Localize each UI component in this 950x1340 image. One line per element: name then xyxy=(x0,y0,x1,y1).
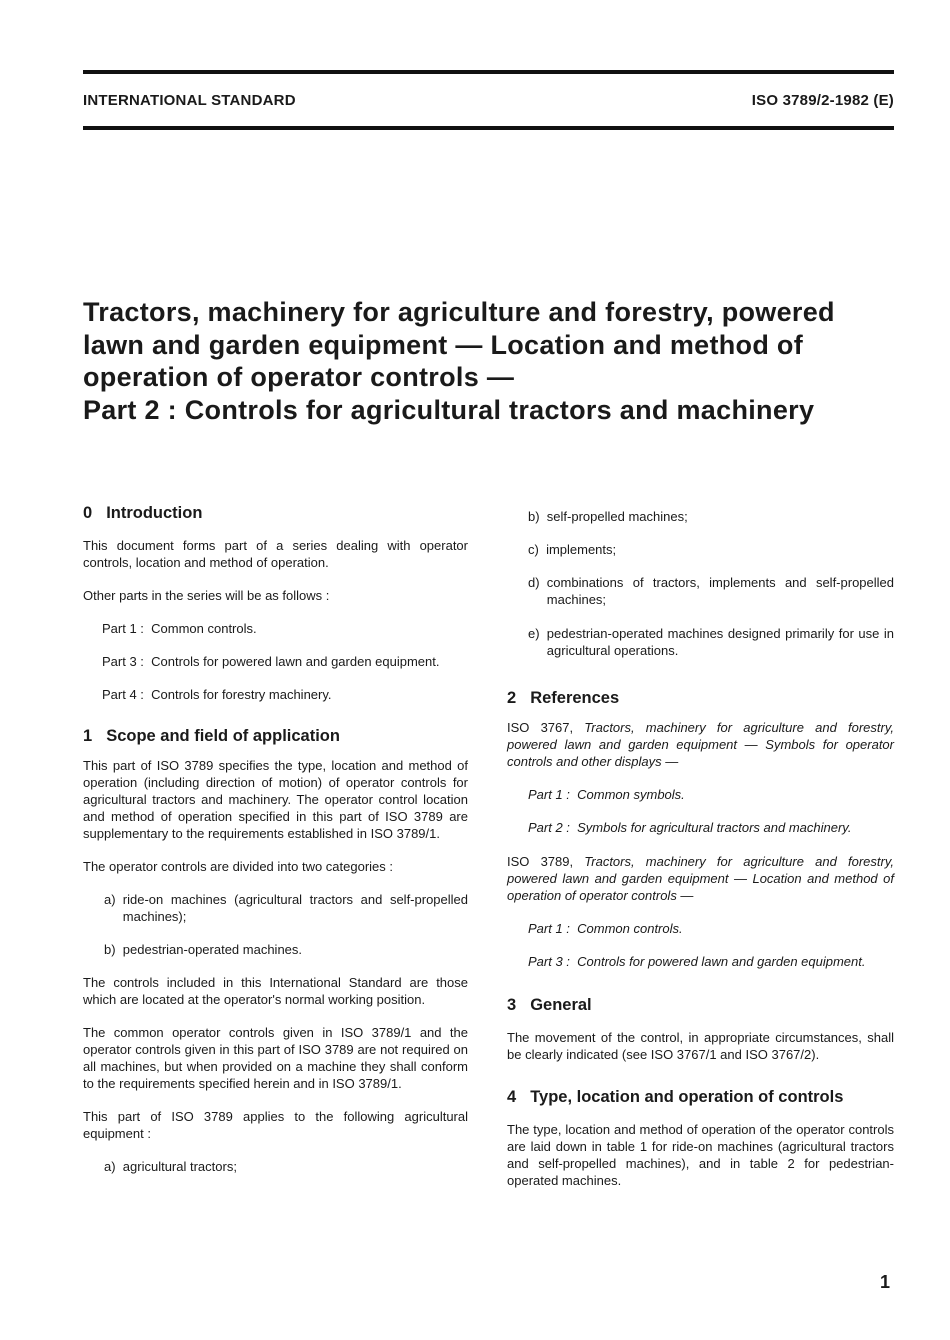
list-item: a) ride-on machines (agricultural tractors and self-propelled machines); xyxy=(104,892,468,924)
title-line: operation of operator controls — xyxy=(83,362,515,392)
section-heading-introduction: 0 Introduction xyxy=(83,504,203,522)
title-line: Part 2 : Controls for agricultural tractors and machinery xyxy=(83,394,815,425)
list-item: Part 1 : Common controls. xyxy=(102,621,257,636)
paragraph: The movement of the control, in appropriate circumstances, shall be clearly indicated (see ISO 3767/1 and ISO 3767/2). xyxy=(507,1030,894,1062)
paragraph: The type, location and method of operation of the operator controls are laid down in table 1 for ride-on machines (agricultural tractors and self-propelled machines), and in table 2 for pedestrian-operated machines. xyxy=(507,1122,894,1188)
page-number: 1 xyxy=(880,1272,891,1292)
list-item: Part 3 : Controls for powered lawn and garden equipment. xyxy=(528,954,866,969)
list-item: b) pedestrian-operated machines. xyxy=(104,942,303,957)
paragraph: The controls included in this International Standard are those which are located at the operator's normal working position. xyxy=(83,975,468,1007)
title-line: lawn and garden equipment — Location and method of xyxy=(83,329,804,360)
paragraph: Other parts in the series will be as follows : xyxy=(83,588,330,603)
list-item: e) pedestrian-operated machines designed primarily for use in agricultural operations. xyxy=(528,626,894,658)
right-column xyxy=(507,502,894,1189)
paragraph: This part of ISO 3789 applies to the following agricultural equipment : xyxy=(83,1109,468,1141)
list-item: b) self-propelled machines; xyxy=(528,509,688,524)
left-column xyxy=(83,502,468,1175)
paragraph: The operator controls are divided into two categories : xyxy=(83,859,394,874)
paragraph: This part of ISO 3789 specifies the type, location and method of operation (including direction of motion) of operator controls for agricultural tractors and machinery. The operator control location and method of operation specified in this part of ISO 3789 are supplementary to the requirements established in ISO 3789/1. xyxy=(83,758,468,841)
section-heading-general: 3 General xyxy=(507,996,592,1014)
list-item: d) combinations of tractors, implements and self-propelled machines; xyxy=(528,575,894,607)
section-heading-type-location: 4 Type, location and operation of controls xyxy=(507,1088,844,1106)
standard-number: ISO 3789/2-1982 (E) xyxy=(751,92,894,109)
section-heading-scope: 1 Scope and field of application xyxy=(83,727,340,745)
title-line: Tractors, machinery for agriculture and forestry, powered xyxy=(83,297,835,327)
paragraph: This document forms part of a series dealing with operator controls, location and method of operation. xyxy=(83,538,468,570)
list-item: Part 4 : Controls for forestry machinery. xyxy=(102,687,332,702)
list-item: a) agricultural tractors; xyxy=(104,1159,237,1174)
header-bottom-rule xyxy=(83,126,894,130)
document-title xyxy=(83,296,903,426)
list-item: c) implements; xyxy=(528,542,617,557)
header-top-rule xyxy=(83,70,894,74)
paragraph: The common operator controls given in ISO 3789/1 and the operator controls given in this part of ISO 3789 are not required on all machines, but when provided on a machine they shall conform to the requirements specified herein and in ISO 3789/1. xyxy=(83,1025,468,1091)
list-item: Part 3 : Controls for powered lawn and garden equipment. xyxy=(102,654,440,669)
list-item: Part 1 : Common controls. xyxy=(528,921,683,936)
list-item: Part 1 : Common symbols. xyxy=(528,787,685,802)
section-heading-references: 2 References xyxy=(507,689,620,707)
reference-entry: ISO 3789, Tractors, machinery for agriculture and forestry, powered lawn and garden equipment — Location and method of operation of operator controls — xyxy=(507,854,894,903)
standard-type-label: INTERNATIONAL STANDARD xyxy=(83,92,296,109)
list-item: Part 2 : Symbols for agricultural tractors and machinery. xyxy=(528,820,852,835)
reference-entry: ISO 3767, Tractors, machinery for agriculture and forestry, powered lawn and garden equipment — Symbols for operator controls and other displays — xyxy=(507,720,894,769)
